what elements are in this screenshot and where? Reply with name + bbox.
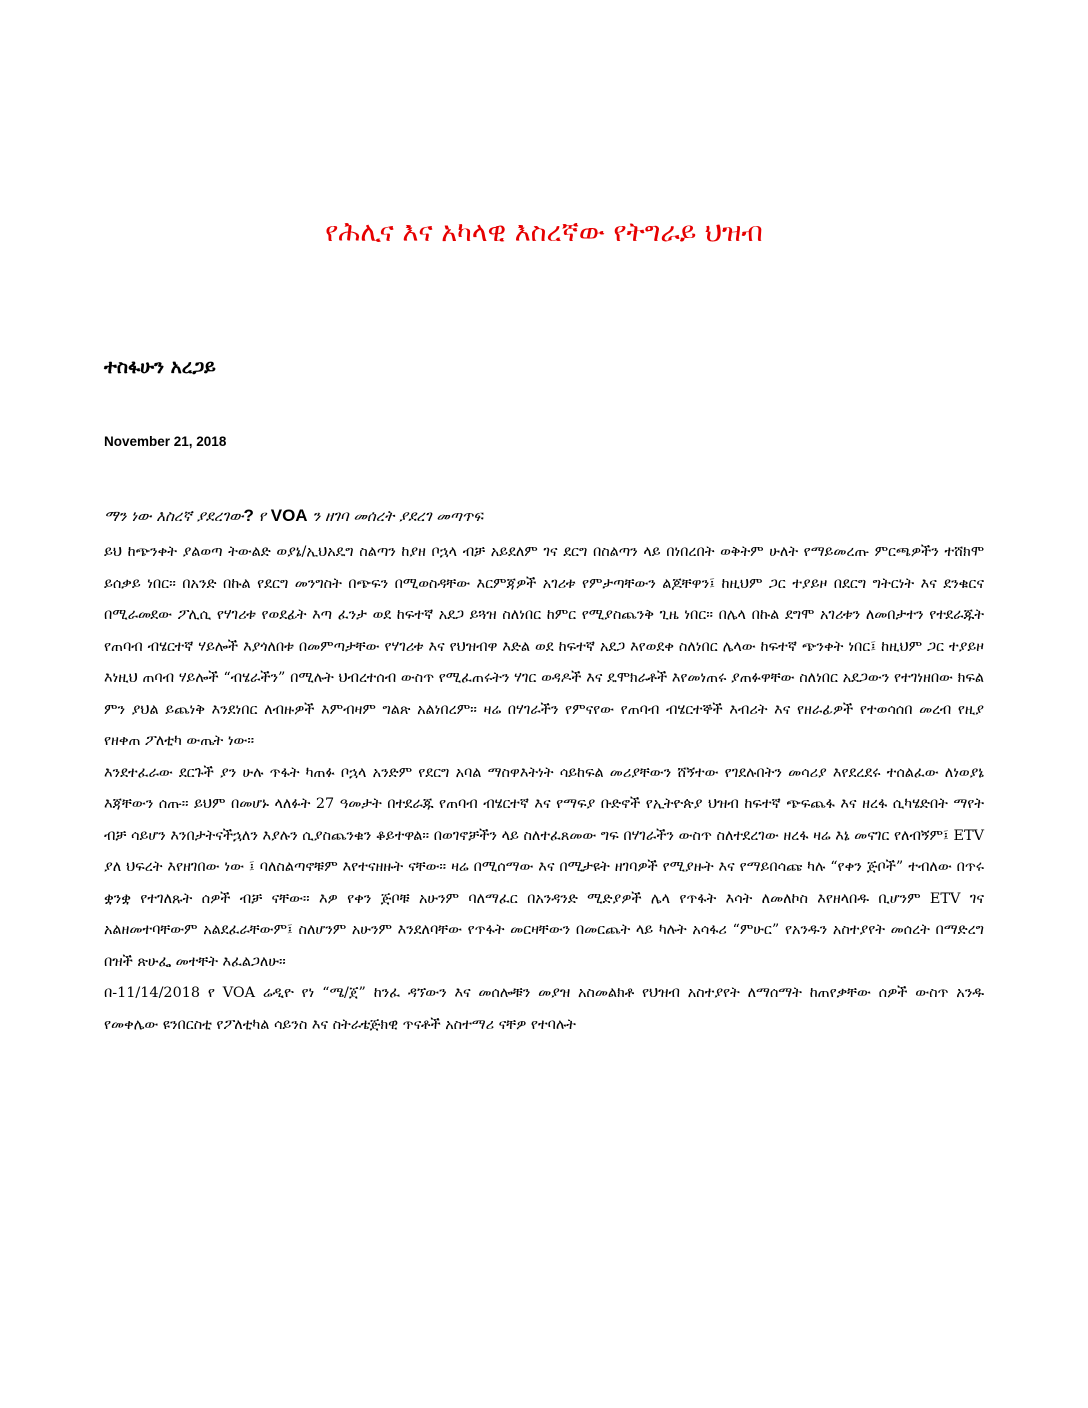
paragraph: በ-11/14/2018 የ VOA ሬዲዮ የነ “ሜ/ጀ” ከንፈ ዳኘውን እና መሰሎቹን መያዝ አስመልክቶ የህዝብ አስተያየት ለማሰማት ከጠየቃቸው ሰዎች ውስጥ አንዱ የመቀሌው ዩንበርስቲ የፖለቲካል ሳይንስ እና ስትራቴጅክዊ ጥናቶች አስተማሪ ናቸዎ የተባሉት: [104, 985, 984, 1033]
paragraph: ይህ ከጭንቀት ያልወጣ ትውልድ ወያኔ/ኢህአዴግ ስልጣን ከያዘ ቦኋላ ብቻ አይደለም ገና ደርግ በስልጣን ላይ በነበረበት ወቅትም ሁለት የማይመረጡ ምርጫዎችን ተሸክሞ ይሰቃይ ነበር። በአንድ በኩል የደርግ መንግስት በጭፍን በሚወስዳቸው እርምጃዎች አገሪቱ የምታጣቸውን ልጆቸዋን፤ ከዚህም ጋር ተያይዞ በደርግ ግትርነት እና ደንቁርና በሚራመደው ፖሊሲ የሃገሪቱ የወደፊት እጣ ፈንታ ወደ ከፍተኛ አደጋ ይጓዝ ስለነበር ከምር የሚያስጨንቅ ጊዜ ነበር። በሌላ በኩል ደግሞ አገሪቱን ለመበታተን የተደራጁት የጠባብ ብሄርተኛ ሃይሎች እያጎለበቱ በመምጣታቸው የሃገሪቱ እና የህዝብዋ እድል ወደ ከፍተኛ አደጋ እየወደቀ ስለነበር ሌላው ከፍተኛ ጭንቀት ነበር፤ ከዚህም ጋር ተያይዞ እነዚህ ጠባብ ሃይሎች “ብሄራችን” በሚሉት ህብረተሰብ ውስጥ የሚፈጠሩትን ሃገር ወዳዶች እና ዴሞክራቶች እየመነጠሩ ያጠፉዋቸው ስለነበር አደጋውን የተገነዘበው ክፍል ምን ያህል ይጨነቅ እንደነበር ለብዙዎች እምብዛም ግልጽ አልነበረም። ዛሬ በሃገራችን የምናየው የጠባብ ብሄርተኞች እብሪት እና የዘራፊዎች የተወሳሰበ መረብ የዚያ የዘቀጠ ፖለቲካ ውጤት ነው።: [104, 544, 985, 749]
subheading-voa: VOA: [270, 506, 308, 525]
article-subheading: [104, 503, 984, 529]
subheading-text: ማን ነው እስረኛ ያደረገው: [104, 507, 244, 525]
document-title: የሕሊና እና አካላዊ እስረኛው የትግራይ ህዝብ: [325, 217, 763, 248]
subheading-question-mark: ?: [243, 506, 254, 525]
author-name: ተስፋሁን አረጋይ: [104, 356, 216, 378]
subheading-text: ን ዘገባ መሰረት ያደረገ መጣጥፍ: [307, 507, 484, 525]
article-body: [104, 537, 984, 1041]
paragraph: እንደተፈራው ደርጉች ያን ሁሉ ጥፋት ካጠፉ ቦኋላ አንድም የደርግ አባል ማስዋእትነት ሳይከፍል መሪያቸውን ሸኝተው የገደሉበትን መሳሪያ እየደረደሩ ተሰልፈው ለነወያኔ እጃቸውን ሰጡ። ይህም በመሆኑ ላለፉት 27 ዓመታት በተደራጁ የጠባብ ብሄርተኛ እና የማፍያ ቡድኖች የኢትዮጵያ ህዝብ ከፍተኛ ጭፍጨፋ እና ዘረፋ ሲካሄድበት ማየት ብቻ ሳይሆን እንበታትናችኋለን እያሉን ሲያስጨንቁን ቆይተዋል። በወገኖቻችን ላይ ስለተፈጸመው ግፍ በሃገራችን ውስጥ ስለተደረገው ዘረፋ ዛሬ እኔ መናገር የለብኝም፤ ETV ያለ ህፍረት እየዘገበው ነው ፤ ባለስልጣኖቹም እየተናዘዙት ናቸው። ዛሬ በሚሰማው እና በሚታዩት ዘገባዎች የሚያዙት እና የማይበሳጩ ካሉ “የቀን ጅቦች” ተብለው በጥሩ ቋንቋ የተገለጹት ሰዎች ብቻ ናቸው። እዎ የቀን ጅቦቹ አሁንም ባለማፈር በአንዳንድ ሚድያዎች ሌላ የጥፋት እሳት ለመለኮስ እየዘላበዱ ቢሆንም ETV ገና አልዘመተባቸውም አልደፈራቸውም፤ ስለሆንም አሁንም እንደለባቸው የጥፋት መርዛቸውን በመርጨት ላይ ካሉት አሳፋሪ “ምሁር” የአንዱን አስተያየት መሰረት በማድረግ በዝች ጽሁፌ መተቸት እፈልጋለሁ።: [104, 764, 984, 970]
publication-date: November 21, 2018: [104, 434, 227, 449]
subheading-text: የ: [253, 507, 271, 525]
